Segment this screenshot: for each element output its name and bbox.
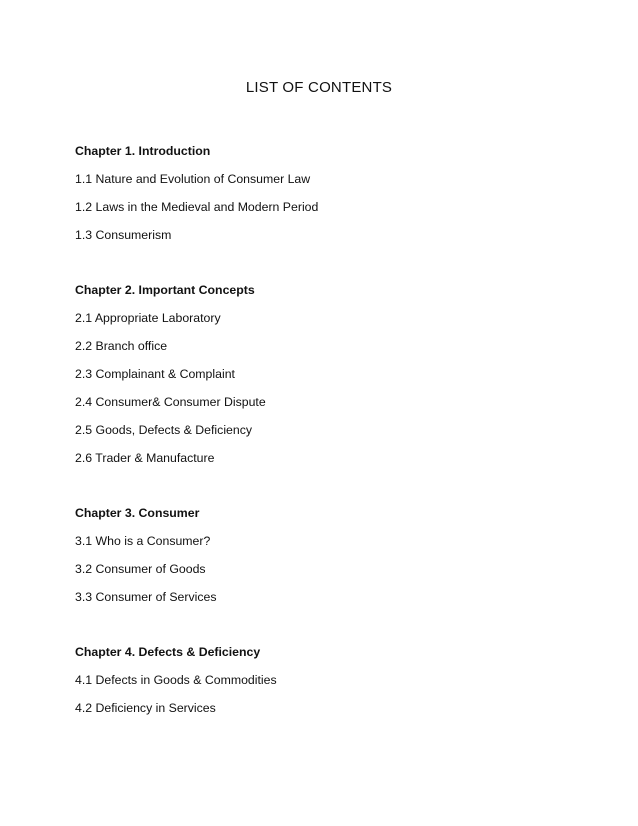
toc-entry: 3.3 Consumer of Services — [75, 590, 217, 604]
toc-entry: 3.2 Consumer of Goods — [75, 562, 206, 576]
chapter-3-heading: Chapter 3. Consumer — [75, 506, 200, 520]
chapter-3-section — [75, 505, 575, 617]
toc-entry: 4.2 Deficiency in Services — [75, 701, 216, 715]
toc-entry: 2.2 Branch office — [75, 339, 168, 353]
toc-entry: 1.1 Nature and Evolution of Consumer Law — [75, 172, 311, 186]
toc-entry: 1.3 Consumerism — [75, 228, 172, 242]
table-of-contents — [75, 143, 575, 728]
toc-entry: 2.5 Goods, Defects & Deficiency — [75, 423, 253, 437]
toc-entry: 2.6 Trader & Manufacture — [75, 451, 215, 465]
chapter-4-heading: Chapter 4. Defects & Deficiency — [75, 645, 261, 659]
toc-entry: 2.1 Appropriate Laboratory — [75, 311, 221, 325]
chapter-2-heading: Chapter 2. Important Concepts — [75, 283, 255, 297]
toc-entry: 1.2 Laws in the Medieval and Modern Period — [75, 200, 319, 214]
toc-entry: 2.3 Complainant & Complaint — [75, 367, 235, 381]
document-title: LIST OF CONTENTS — [245, 79, 393, 96]
chapter-2-section — [75, 282, 575, 478]
toc-entry: 4.1 Defects in Goods & Commodities — [75, 673, 277, 687]
chapter-1-section — [75, 143, 575, 255]
toc-entry: 3.1 Who is a Consumer? — [75, 534, 211, 548]
toc-entry: 2.4 Consumer& Consumer Dispute — [75, 395, 266, 409]
chapter-1-heading: Chapter 1. Introduction — [75, 144, 211, 158]
chapter-4-section — [75, 644, 575, 728]
